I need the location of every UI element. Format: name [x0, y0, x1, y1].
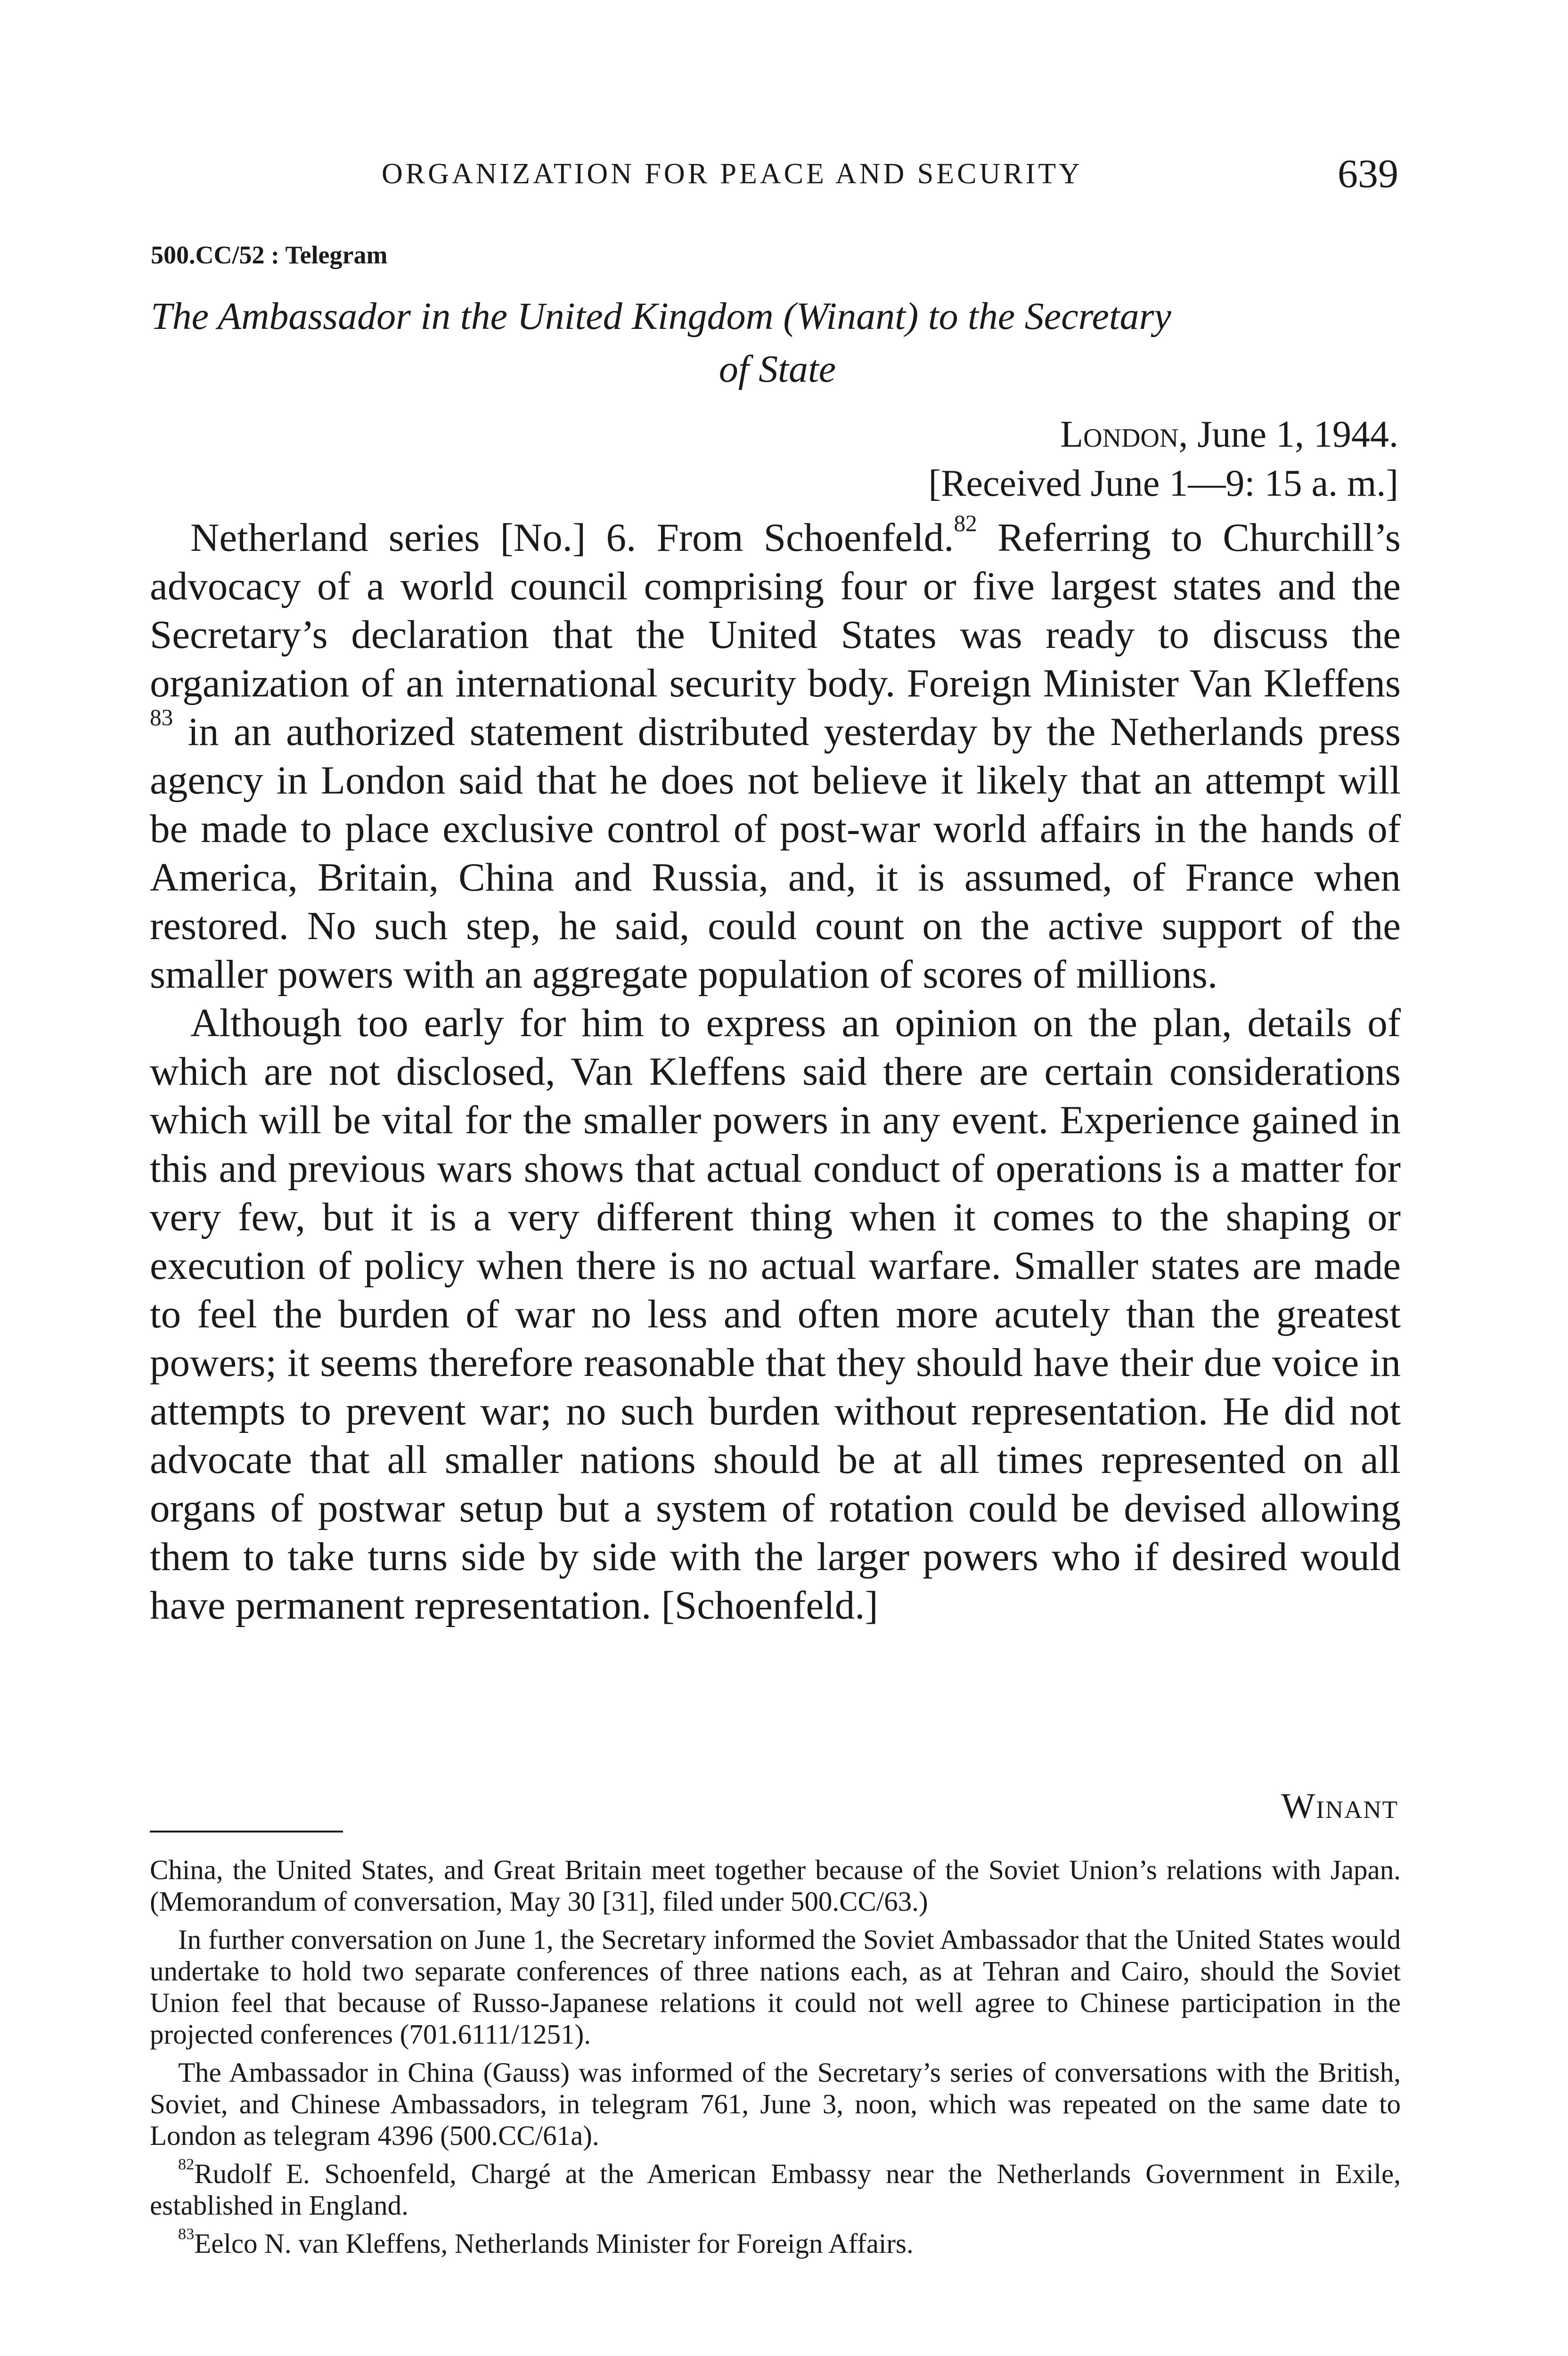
dateline-date: , June 1, 1944. [1178, 414, 1398, 455]
paragraph-1-part-a: Netherland series [No.] 6. From Schoenfeld. [190, 515, 954, 560]
paragraph-1-part-c: in an authorized statement distributed yesterday by the Netherlands press agency in London said that he does not believe it likely that an attempt will be made to place exclusive control of post-war world affairs in the hands of America, Britain, China and Russia, and, it is assumed, of France when restored. No such step, he said, could count on the active support of the smaller powers with an aggregate population of scores of millions. [150, 710, 1401, 997]
footnotes [150, 1854, 1401, 2266]
received-note: [Received June 1—9: 15 a. m.] [928, 463, 1398, 504]
footnote-83-text: Eelco N. van Kleffens, Netherlands Minister for Foreign Affairs. [194, 2228, 914, 2259]
footnote-divider [150, 1831, 343, 1832]
telegram-body [150, 510, 1401, 1630]
running-title: ORGANIZATION FOR PEACE AND SECURITY [382, 158, 1083, 190]
dateline [929, 410, 1399, 508]
paragraph-1 [150, 510, 1401, 999]
footnote-82-mark: 82 [178, 2155, 195, 2173]
footnote-ref-83: 83 [150, 704, 173, 731]
footnote-82-text: Rudolf E. Schoenfeld, Chargé at the American Embassy near the Netherlands Government in Exile, established in England. [150, 2158, 1401, 2221]
footnote-ref-82: 82 [954, 510, 977, 537]
page-number: 639 [1338, 151, 1398, 196]
footnote-83 [150, 2225, 1401, 2259]
footnote-82 [150, 2155, 1401, 2221]
footnote-continuation-1: China, the United States, and Great Britain meet together because of the Soviet Union’s relations with Japan. (Memorandum of conversation, May 30 [31], filed under 500.CC/63.) [150, 1854, 1401, 1917]
paragraph-1-part-b: Referring to Churchill’s advocacy of a world council comprising four or five largest states and the Secretary’s declaration that the United States was ready to discuss the organization of an international security body. Foreign Minister Van Kleffens [150, 515, 1401, 705]
footnote-83-mark: 83 [178, 2225, 195, 2243]
footnote-continuation-2: In further conversation on June 1, the Secretary informed the Soviet Ambassador that the United States would undertake to hold two separate conferences of three nations each, as at Tehran and Cairo, should the Soviet Union feel that because of Russo-Japanese relations it could not well agree to Chinese participation in the projected conferences (701.6111/1251). [150, 1924, 1401, 2050]
heading-line-2: of State [719, 347, 836, 390]
footnote-continuation-3: The Ambassador in China (Gauss) was informed of the Secretary’s series of conversations with the British, Soviet, and Chinese Ambassadors, in telegram 761, June 3, noon, which was repeated on the same date to London as telegram 4396 (500.CC/61a). [150, 2057, 1401, 2151]
heading-line-1: The Ambassador in the United Kingdom (Winant) to the Secretary [151, 294, 1171, 337]
dateline-place: London [1060, 414, 1179, 455]
signature: Winant [1281, 1786, 1398, 1826]
file-number: 500.CC/52 : Telegram [151, 241, 388, 269]
document-heading [151, 290, 1404, 395]
paragraph-2: Although too early for him to express an opinion on the plan, details of which are not disclosed, Van Kleffens said there are certain considerations which will be vital for the smaller powers in any event. Experience gained in this and previous wars shows that actual conduct of operations is a matter for very few, but it is a very different thing when it comes to the shaping or execution of policy when there is no actual warfare. Smaller states are made to feel the burden of war no less and often more acutely than the greatest powers; it seems therefore reasonable that they should have their due voice in attempts to prevent war; no such burden without representation. He did not advocate that all smaller nations should be at all times represented on all organs of postwar setup but a system of rotation could be devised allowing them to take turns side by side with the larger powers who if desired would have permanent representation. [Schoenfeld.] [150, 1001, 1401, 1628]
